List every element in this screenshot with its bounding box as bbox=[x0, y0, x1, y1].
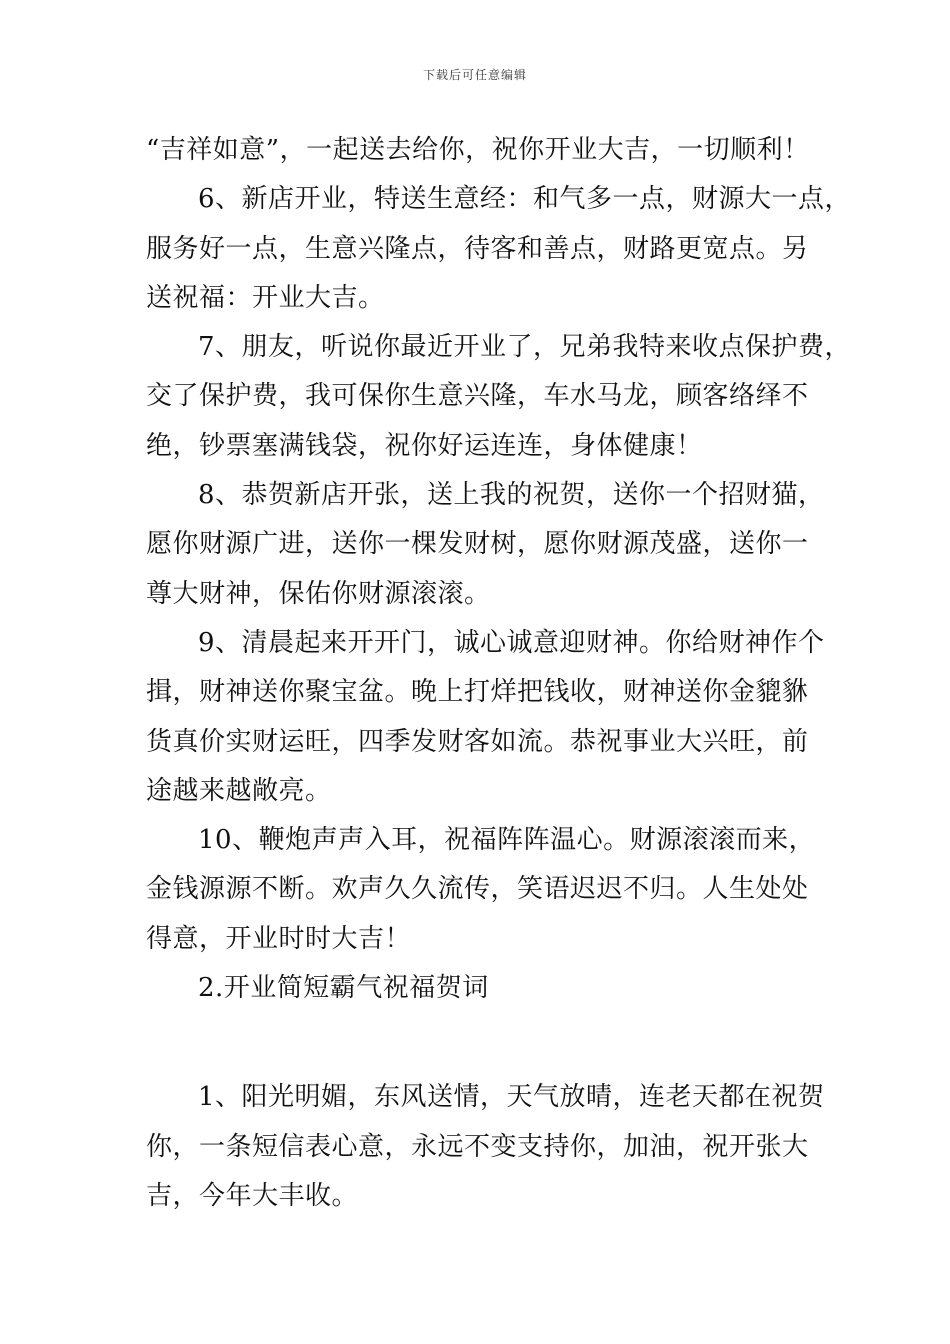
text-line: 你，一条短信表心意，永远不变支持你，加油，祝开张大 bbox=[146, 1131, 809, 1162]
paragraph-item-8 bbox=[146, 471, 825, 619]
text-line: 货真价实财运旺，四季发财客如流。恭祝事业大兴旺，前 bbox=[146, 726, 809, 757]
text-line: 1、阳光明媚，东风送情，天气放晴，连老天都在祝贺 bbox=[198, 1082, 825, 1113]
text-line: 7、朋友，听说你最近开业了，兄弟我特来收点保护费， bbox=[198, 332, 852, 363]
text-line: 吉，今年大丰收。 bbox=[146, 1180, 359, 1211]
section-title: 2.开业简短霸气祝福贺词 bbox=[198, 973, 489, 1004]
text-line: 交了保护费，我可保你生意兴隆，车水马龙，顾客络绎不 bbox=[146, 381, 809, 412]
text-line: 揖，财神送你聚宝盆。晚上打烊把钱收，财神送你金貔貅 bbox=[146, 677, 809, 708]
section-heading bbox=[146, 964, 810, 1013]
text-line: 尊大财神，保佑你财源滚滚。 bbox=[146, 578, 491, 609]
text-line: 6、新店开业，特送生意经：和气多一点，财源大一点， bbox=[198, 184, 852, 215]
paragraph-item-1 bbox=[146, 1073, 825, 1221]
text-line: 绝，钞票塞满钱袋，祝你好运连连，身体健康！ bbox=[146, 430, 703, 461]
paragraph-item-10 bbox=[146, 816, 816, 964]
text-line: 服务好一点，生意兴隆点，待客和善点，财路更宽点。另 bbox=[146, 233, 809, 264]
text-line: 9、清晨起来开开门，诚心诚意迎财神。你给财神作个 bbox=[198, 627, 825, 658]
document-body bbox=[146, 126, 852, 1221]
text-line: 途越来越敞亮。 bbox=[146, 775, 332, 806]
text-line: 送祝福：开业大吉。 bbox=[146, 282, 385, 313]
text-line: 8、恭贺新店开张，送上我的祝贺，送你一个招财猫， bbox=[198, 480, 825, 511]
text-line: 愿你财源广进，送你一棵发财树，愿你财源茂盛，送你一 bbox=[146, 529, 809, 560]
paragraph-item-7 bbox=[146, 323, 852, 471]
text-line: “吉祥如意”，一起送去给你，祝你开业大吉，一切顺利！ bbox=[146, 135, 810, 165]
paragraph-item-9 bbox=[146, 619, 825, 816]
text-line: 金钱源源不断。欢声久久流传，笑语迟迟不归。人生处处 bbox=[146, 874, 809, 905]
paragraph-item-6 bbox=[146, 175, 852, 323]
paragraph-continuation bbox=[146, 126, 810, 175]
text-line: 10、鞭炮声声入耳，祝福阵阵温心。财源滚滚而来， bbox=[198, 825, 816, 856]
page-header: 下载后可任意编辑 bbox=[422, 68, 527, 82]
section-spacer bbox=[146, 1013, 810, 1073]
text-line: 得意，开业时时大吉！ bbox=[146, 923, 412, 954]
